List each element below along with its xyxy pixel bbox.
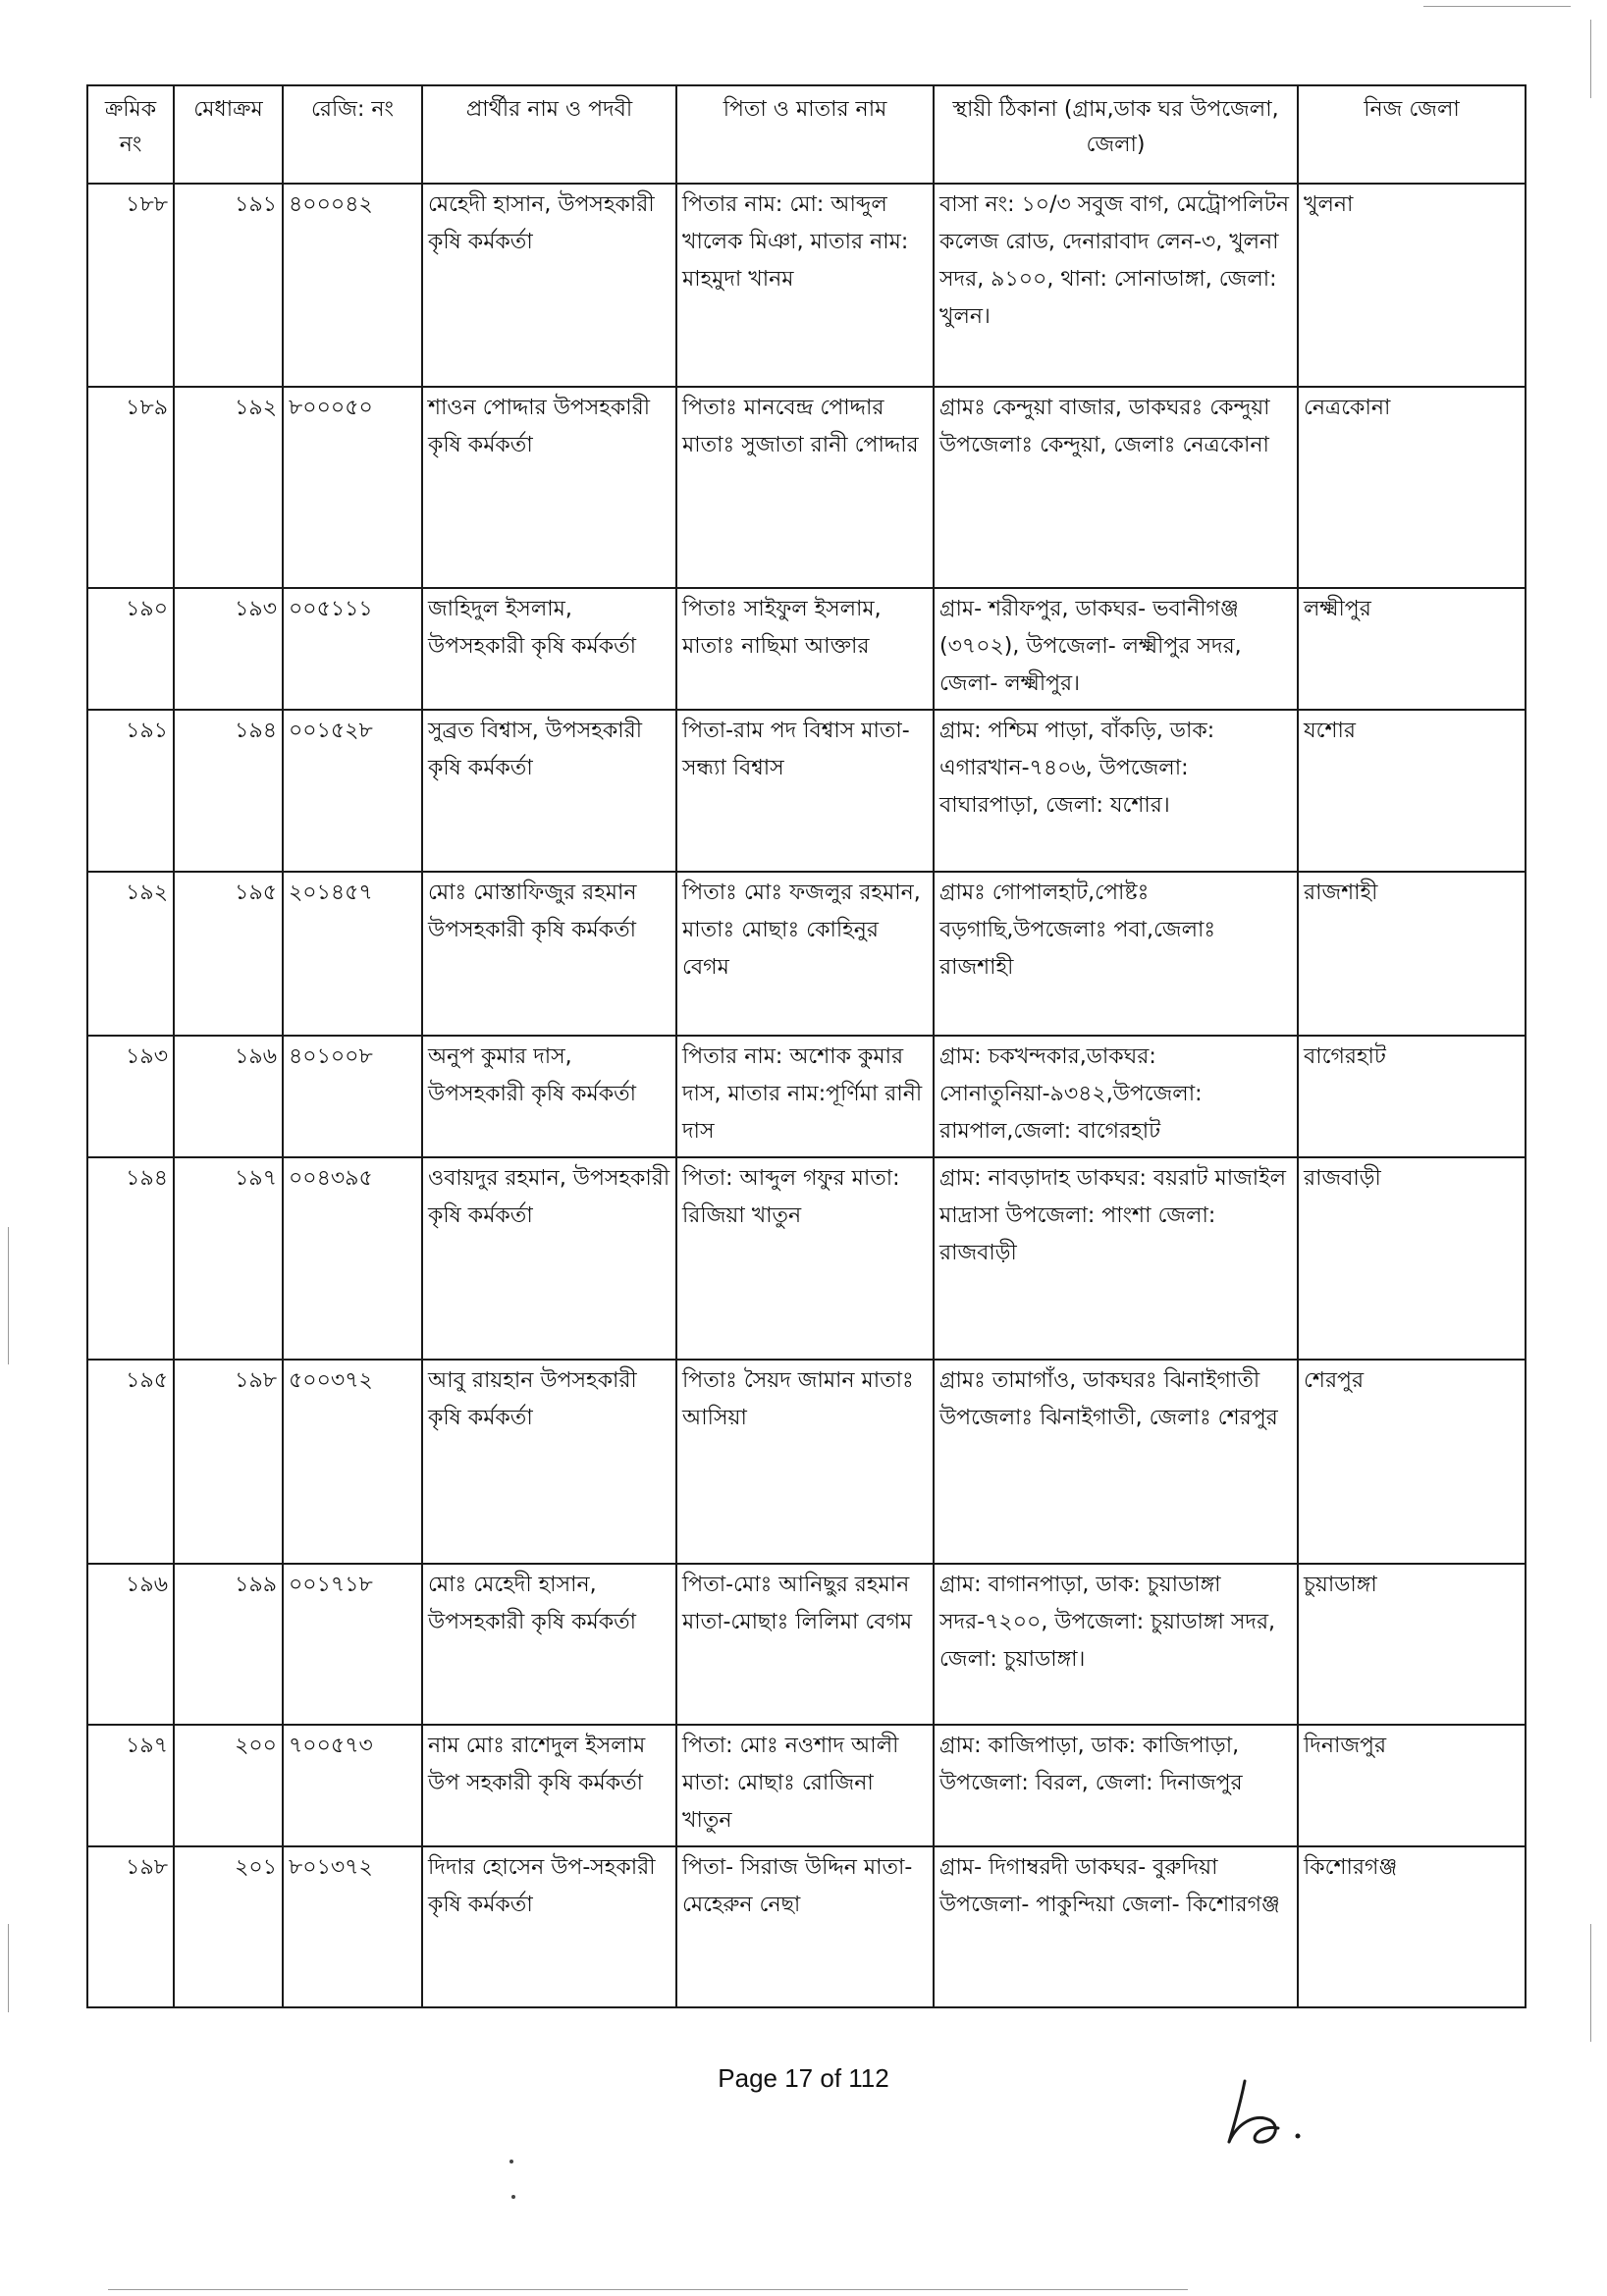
address-cell: গ্রামঃ গোপালহাট,পোষ্টঃ বড়গাছি,উপজেলাঃ পবা,জেলাঃ রাজশাহী <box>934 872 1298 1036</box>
serial-cell: ১৯৫ <box>87 1360 174 1564</box>
merit-cell: ১৯৩ <box>174 588 283 710</box>
district-cell: রাজবাড়ী <box>1298 1157 1526 1360</box>
header-district: নিজ জেলা <box>1298 85 1526 184</box>
parents-cell: পিতার নাম: মো: আব্দুল খালেক মিঞা, মাতার নাম: মাহমুদা খানম <box>676 184 934 387</box>
address-cell: বাসা নং: ১০/৩ সবুজ বাগ, মেট্রোপলিটন কলেজ রোড, দেনারাবাদ লেন-৩, খুলনা সদর, ৯১০০, থানা: সোনাডাঙ্গা, জেলা: খুলন। <box>934 184 1298 387</box>
header-address: স্থায়ী ঠিকানা (গ্রাম,ডাক ঘর উপজেলা, জেলা) <box>934 85 1298 184</box>
name-cell: সুব্রত বিশ্বাস, উপসহকারী কৃষি কর্মকর্তা <box>422 710 676 872</box>
district-cell: শেরপুর <box>1298 1360 1526 1564</box>
parents-cell: পিতা: মোঃ নওশাদ আলী মাতা: মোছাঃ রোজিনা খাতুন <box>676 1725 934 1846</box>
serial-cell: ১৯৪ <box>87 1157 174 1360</box>
reg-cell: ৫০০৩৭২ <box>283 1360 422 1564</box>
address-cell: গ্রাম- দিগাম্বরদী ডাকঘর- বুরুদিয়া উপজেলা- পাকুন্দিয়া জেলা- কিশোরগঞ্জ <box>934 1846 1298 2007</box>
parents-cell: পিতা- সিরাজ উদ্দিন মাতা- মেহেরুন নেছা <box>676 1846 934 2007</box>
address-cell: গ্রাম: কাজিপাড়া, ডাক: কাজিপাড়া, উপজেলা: বিরল, জেলা: দিনাজপুর <box>934 1725 1298 1846</box>
name-cell: শাওন পোদ্দার উপসহকারী কৃষি কর্মকর্তা <box>422 387 676 588</box>
serial-cell: ১৯১ <box>87 710 174 872</box>
table-row <box>87 872 1526 1036</box>
table-row <box>87 1036 1526 1157</box>
parents-cell: পিতার নাম: অশোক কুমার দাস, মাতার নাম:পূর্ণিমা রানী দাস <box>676 1036 934 1157</box>
merit-cell: ১৯৫ <box>174 872 283 1036</box>
serial-cell: ১৯৭ <box>87 1725 174 1846</box>
address-cell: গ্রামঃ কেন্দুয়া বাজার, ডাকঘরঃ কেন্দুয়া উপজেলাঃ কেন্দুয়া, জেলাঃ নেত্রকোনা <box>934 387 1298 588</box>
table-row <box>87 1360 1526 1564</box>
header-serial: ক্রমিক নং <box>87 85 174 184</box>
name-cell: আবু রায়হান উপসহকারী কৃষি কর্মকর্তা <box>422 1360 676 1564</box>
district-cell: কিশোরগঞ্জ <box>1298 1846 1526 2007</box>
name-cell: মেহেদী হাসান, উপসহকারী কৃষি কর্মকর্তা <box>422 184 676 387</box>
name-cell: দিদার হোসেন উপ-সহকারী কৃষি কর্মকর্তা <box>422 1846 676 2007</box>
address-cell: গ্রাম: বাগানপাড়া, ডাক: চুয়াডাঙ্গা সদর-৭২০০, উপজেলা: চুয়াডাঙ্গা সদর, জেলা: চুয়াডাঙ্গা। <box>934 1564 1298 1725</box>
district-cell: চুয়াডাঙ্গা <box>1298 1564 1526 1725</box>
address-cell: গ্রাম- শরীফপুর, ডাকঘর- ভবানীগঞ্জ (৩৭০২), উপজেলা- লক্ষ্মীপুর সদর, জেলা- লক্ষ্মীপুর। <box>934 588 1298 710</box>
reg-cell: ৮০০০৫০ <box>283 387 422 588</box>
address-cell: গ্রামঃ তামাগাঁও, ডাকঘরঃ ঝিনাইগাতী উপজেলাঃ ঝিনাইগাতী, জেলাঃ শেরপুর <box>934 1360 1298 1564</box>
district-cell: দিনাজপুর <box>1298 1725 1526 1846</box>
serial-cell: ১৯৬ <box>87 1564 174 1725</box>
scan-speck <box>509 2160 513 2163</box>
merit-cell: ১৯৭ <box>174 1157 283 1360</box>
table-row <box>87 1846 1526 2007</box>
name-cell: মোঃ মেহেদী হাসান, উপসহকারী কৃষি কর্মকর্তা <box>422 1564 676 1725</box>
reg-cell: ৮০১৩৭২ <box>283 1846 422 2007</box>
name-cell: জাহিদুল ইসলাম, উপসহকারী কৃষি কর্মকর্তা <box>422 588 676 710</box>
parents-cell: পিতা-রাম পদ বিশ্বাস মাতা-সন্ধ্যা বিশ্বাস <box>676 710 934 872</box>
parents-cell: পিতাঃ মোঃ ফজলুর রহমান, মাতাঃ মোছাঃ কোহিনুর বেগম <box>676 872 934 1036</box>
parents-cell: পিতাঃ সাইফুল ইসলাম, মাতাঃ নাছিমা আক্তার <box>676 588 934 710</box>
district-cell: লক্ষ্মীপুর <box>1298 588 1526 710</box>
address-cell: গ্রাম: পশ্চিম পাড়া, বাঁকড়ি, ডাক: এগারখান-৭৪০৬, উপজেলা: বাঘারপাড়া, জেলা: যশোর। <box>934 710 1298 872</box>
page-number: Page 17 of 112 <box>718 2063 889 2093</box>
merit-cell: ১৯৬ <box>174 1036 283 1157</box>
table-row <box>87 1157 1526 1360</box>
serial-cell: ১৮৯ <box>87 387 174 588</box>
reg-cell: ৪০০০৪২ <box>283 184 422 387</box>
reg-cell: ২০১৪৫৭ <box>283 872 422 1036</box>
merit-cell: ১৯৯ <box>174 1564 283 1725</box>
table-row <box>87 1564 1526 1725</box>
table-row <box>87 710 1526 872</box>
serial-cell: ১৯২ <box>87 872 174 1036</box>
merit-cell: ১৯৮ <box>174 1360 283 1564</box>
parents-cell: পিতা-মোঃ আনিছুর রহমান মাতা-মোছাঃ লিলিমা বেগম <box>676 1564 934 1725</box>
merit-cell: ১৯৪ <box>174 710 283 872</box>
merit-cell: ১৯২ <box>174 387 283 588</box>
header-merit: মেধাক্রম <box>174 85 283 184</box>
district-cell: রাজশাহী <box>1298 872 1526 1036</box>
table-header-row <box>87 85 1526 184</box>
name-cell: ওবায়দুর রহমান, উপসহকারী কৃষি কর্মকর্তা <box>422 1157 676 1360</box>
signature-mark <box>1215 2073 1333 2150</box>
address-cell: গ্রাম: চকখন্দকার,ডাকঘর: সোনাতুনিয়া-৯৩৪২,উপজেলা: রামপাল,জেলা: বাগেরহাট <box>934 1036 1298 1157</box>
serial-cell: ১৯৮ <box>87 1846 174 2007</box>
district-cell: যশোর <box>1298 710 1526 872</box>
district-cell: নেত্রকোনা <box>1298 387 1526 588</box>
table-row <box>87 184 1526 387</box>
name-cell: অনুপ কুমার দাস, উপসহকারী কৃষি কর্মকর্তা <box>422 1036 676 1157</box>
header-reg: রেজি: নং <box>283 85 422 184</box>
reg-cell: ০০৫১১১ <box>283 588 422 710</box>
reg-cell: ০০১৭১৮ <box>283 1564 422 1725</box>
header-name: প্রার্থীর নাম ও পদবী <box>422 85 676 184</box>
serial-cell: ১৯০ <box>87 588 174 710</box>
parents-cell: পিতাঃ সৈয়দ জামান মাতাঃ আসিয়া <box>676 1360 934 1564</box>
parents-cell: পিতা: আব্দুল গফুর মাতা: রিজিয়া খাতুন <box>676 1157 934 1360</box>
district-cell: বাগেরহাট <box>1298 1036 1526 1157</box>
address-cell: গ্রাম: নাবড়াদাহ ডাকঘর: বয়রাট মাজাইল মাদ্রাসা উপজেলা: পাংশা জেলা: রাজবাড়ী <box>934 1157 1298 1360</box>
scan-speck <box>511 2195 515 2199</box>
reg-cell: ৭০০৫৭৩ <box>283 1725 422 1846</box>
header-parents: পিতা ও মাতার নাম <box>676 85 934 184</box>
serial-cell: ১৮৮ <box>87 184 174 387</box>
table-row <box>87 387 1526 588</box>
merit-cell: ১৯১ <box>174 184 283 387</box>
reg-cell: ০০১৫২৮ <box>283 710 422 872</box>
merit-cell: ২০০ <box>174 1725 283 1846</box>
table-row <box>87 1725 1526 1846</box>
reg-cell: ৪০১০০৮ <box>283 1036 422 1157</box>
candidate-table <box>86 84 1527 2008</box>
district-cell: খুলনা <box>1298 184 1526 387</box>
reg-cell: ০০৪৩৯৫ <box>283 1157 422 1360</box>
name-cell: নাম মোঃ রাশেদুল ইসলাম উপ সহকারী কৃষি কর্মকর্তা <box>422 1725 676 1846</box>
serial-cell: ১৯৩ <box>87 1036 174 1157</box>
table-row <box>87 588 1526 710</box>
merit-cell: ২০১ <box>174 1846 283 2007</box>
name-cell: মোঃ মোস্তাফিজুর রহমান উপসহকারী কৃষি কর্মকর্তা <box>422 872 676 1036</box>
parents-cell: পিতাঃ মানবেন্দ্র পোদ্দার মাতাঃ সুজাতা রানী পোদ্দার <box>676 387 934 588</box>
